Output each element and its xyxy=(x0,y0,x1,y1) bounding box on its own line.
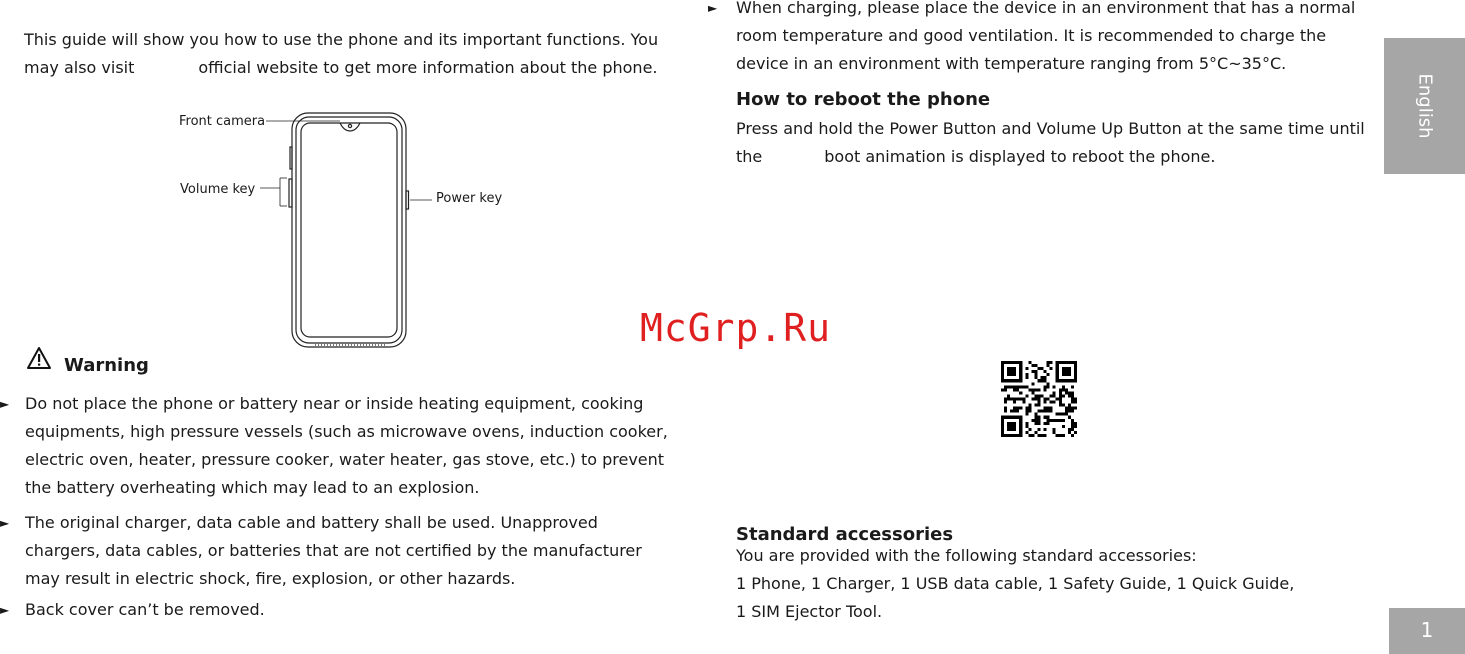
warning-item-1 xyxy=(0,390,670,502)
qr-code-image xyxy=(1001,361,1077,437)
reboot-line-2 xyxy=(736,143,1376,171)
reboot-line-1: Press and hold the Power Button and Volume Up Button at the same time until xyxy=(736,119,1365,138)
intro-line-1: This guide will show you how to use the phone and its important functions. You xyxy=(24,30,659,49)
accessories-line-2: 1 SIM Ejector Tool. xyxy=(736,602,883,621)
accessories-text xyxy=(736,542,1376,626)
page-number-tab xyxy=(1389,608,1465,654)
charging-line-3: device in an environment with temperature ranging from 5°C~35°C. xyxy=(736,54,1287,73)
intro-line-2 xyxy=(24,54,674,82)
warning-2-line-1: The original charger, data cable and battery shall be used. Unapproved xyxy=(25,513,598,532)
triangle-bullet-icon: ► xyxy=(0,397,10,411)
warning-title: Warning xyxy=(64,355,149,376)
charging-item xyxy=(708,0,1378,78)
power-key-label: Power key xyxy=(436,191,503,206)
warning-1-line-3: electric oven, heater, pressure cooker, water heater, gas stove, etc.) to prevent xyxy=(25,450,665,469)
intro-line-2-end: official website to get more information about the phone. xyxy=(198,58,658,77)
warning-1-line-1: Do not place the phone or battery near or inside heating equipment, cooking xyxy=(25,394,644,413)
phone-diagram xyxy=(170,105,520,350)
triangle-bullet-icon: ► xyxy=(0,603,10,617)
front-camera-label: Front camera xyxy=(179,114,266,129)
charging-line-1: When charging, please place the device in an environment that has a normal xyxy=(736,0,1356,17)
qr-code xyxy=(1001,361,1077,437)
volume-key-label: Volume key xyxy=(180,182,256,197)
intro-text xyxy=(24,26,674,82)
reboot-title: How to reboot the phone xyxy=(736,89,991,110)
accessories-line-1: 1 Phone, 1 Charger, 1 USB data cable, 1 Safety Guide, 1 Quick Guide, xyxy=(736,574,1295,593)
warning-3-line-1: Back cover can’t be removed. xyxy=(25,600,265,619)
intro-line-2-start: may also visit xyxy=(24,58,135,77)
triangle-bullet-icon: ► xyxy=(0,516,10,530)
language-tab-label: English xyxy=(1414,73,1435,139)
warning-2-line-2: chargers, data cables, or batteries that are not certified by the manufacturer xyxy=(25,541,642,560)
warning-item-2 xyxy=(0,509,670,593)
warning-1-line-2: equipments, high pressure vessels (such as microwave ovens, induction cooker, xyxy=(25,422,668,441)
warning-item-3 xyxy=(0,596,670,624)
warning-triangle-icon xyxy=(26,346,52,370)
accessories-intro: You are provided with the following standard accessories: xyxy=(736,546,1197,565)
accessories-title: Standard accessories xyxy=(736,524,954,545)
phone-outline-illustration xyxy=(170,105,520,350)
watermark: McGrp.Ru xyxy=(640,306,832,350)
reboot-line-2-end: boot animation is displayed to reboot the phone. xyxy=(824,147,1216,166)
reboot-line-2-start: the xyxy=(736,147,763,166)
language-tab xyxy=(1384,38,1465,174)
warning-heading xyxy=(26,346,226,376)
reboot-text xyxy=(736,115,1376,171)
warning-2-line-3: may result in electric shock, fire, explosion, or other hazards. xyxy=(25,569,516,588)
warning-1-line-4: the battery overheating which may lead to an explosion. xyxy=(25,478,480,497)
page-number: 1 xyxy=(1420,618,1434,642)
charging-line-2: room temperature and good ventilation. It is recommended to charge the xyxy=(736,26,1327,45)
triangle-bullet-icon: ► xyxy=(708,1,718,15)
